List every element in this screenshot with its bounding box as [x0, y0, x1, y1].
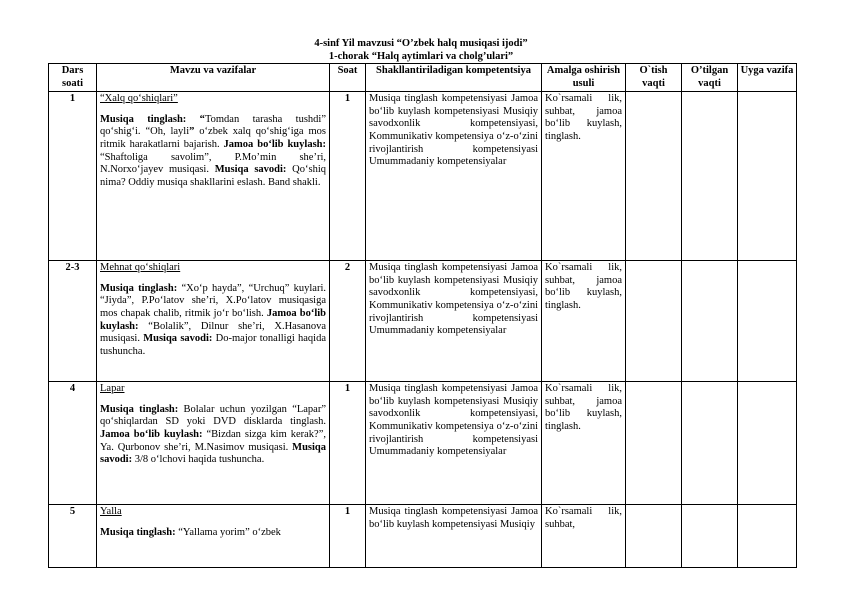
- kompetensiya-cell: [366, 505, 542, 568]
- description-text: Qo‘shiq nima? Oddiy musiqa shakllarini eslash. Band shakli.: [100, 164, 327, 188]
- topic-cell: [97, 92, 330, 261]
- description-label: Musiqa savodi:: [214, 164, 287, 176]
- header-otilgan-vaqti: O’tilgan vaqti: [682, 64, 738, 92]
- description-label: Jamoa bo‘lib kuylash:: [100, 307, 326, 332]
- uyga-vazifa-cell: [738, 261, 797, 382]
- kompetensiya-text: Musiqa tinglash kompetensiyasi Jamoa bo‘lib kuylash kompetensiyasi Musiqiy savodxonlik kompetensiyasi, Kommunikativ kompetensiya o‘z-o‘zini rivojlantirish kompetensiyasi Umummadaniy kompetensiyalar: [369, 93, 538, 168]
- uyga-vazifa-cell: [738, 505, 797, 568]
- topic-cell: [97, 505, 330, 568]
- kompetensiya-cell: [366, 261, 542, 382]
- header-uyga-vazifa: Uyga vazifa: [738, 64, 797, 92]
- topic-description: [100, 404, 326, 467]
- lesson-plan-table: [48, 63, 797, 568]
- description-text: Tomdan tarasha tushdi” qo‘shig‘i. “Oh, layli: [100, 113, 327, 138]
- dars-number: 4: [49, 382, 97, 505]
- description-text: 3/8 o‘lchovi haqida tushuncha.: [132, 454, 265, 466]
- kompetensiya-cell: [366, 382, 542, 505]
- table-row: [49, 92, 797, 261]
- header-soat: Soat: [330, 64, 366, 92]
- dars-number: 2-3: [49, 261, 97, 382]
- usul-text: Ko`rsamali lik, suhbat, jamoa bo‘lib kuylash, tinglash.: [545, 383, 622, 432]
- otilgan-vaqti-cell: [682, 382, 738, 505]
- soat-value: 1: [330, 505, 366, 568]
- topic-description: [100, 283, 326, 359]
- kompetensiya-text: Musiqa tinglash kompetensiyasi Jamoa bo‘lib kuylash kompetensiyasi Musiqiy savodxonlik kompetensiyasi, Kommunikativ kompetensiya o‘z-o‘zini rivojlantirish kompetensiyasi Umummadaniy kompetensiyalar: [369, 262, 538, 337]
- description-label: Musiqa tinglash:: [100, 282, 178, 294]
- table-row: [49, 505, 797, 568]
- topic-cell: [97, 382, 330, 505]
- topic-title: Yalla: [100, 506, 122, 518]
- description-label: Musiqa tinglash:: [100, 113, 187, 125]
- topic-title: Lapar: [100, 383, 125, 395]
- usul-text: Ko`rsamali lik, suhbat, jamoa bo‘lib kuylash, tinglash.: [545, 262, 622, 311]
- description-label: Jamoa bo‘lib kuylash:: [100, 428, 203, 440]
- header-amalga-oshirish: Amalga oshirish usuli: [542, 64, 626, 92]
- kompetensiya-text: Musiqa tinglash kompetensiyasi Jamoa bo‘lib kuylash kompetensiyasi Musiqiy savodxonlik kompetensiyasi, Kommunikativ kompetensiya o‘z-o‘zini rivojlantirish kompetensiyasi Umummadaniy kompetensiyalar: [369, 383, 538, 458]
- description-text: “Shaftoliga savolim”, P.Mo’min she’ri, N.Norxo‘jayev musiqasi.: [100, 151, 326, 176]
- document-subtitle: 1-chorak “Halq aytimlari va cholg’ulari”: [328, 51, 514, 62]
- kompetensiya-cell: [366, 92, 542, 261]
- description-text: Do-major tonalligi haqida tushuncha.: [100, 333, 326, 357]
- usul-cell: [542, 382, 626, 505]
- kompetensiya-text: Musiqa tinglash kompetensiyasi Jamoa bo‘lib kuylash kompetensiyasi Musiqiy: [369, 506, 538, 530]
- description-label: Musiqa savodi:: [100, 441, 326, 466]
- soat-value: 2: [330, 261, 366, 382]
- description-text: “Bizdan sizga kim kerak?”, Ya. Qurbonov she’ri, M.Nasimov musiqasi.: [100, 428, 327, 453]
- dars-number: 1: [49, 92, 97, 261]
- topic-description: [100, 527, 326, 540]
- table-row: [49, 261, 797, 382]
- description-label: “: [186, 113, 205, 125]
- header-dars-soati: Dars soati: [49, 64, 97, 92]
- table-row: [49, 382, 797, 505]
- usul-cell: [542, 261, 626, 382]
- uyga-vazifa-cell: [738, 92, 797, 261]
- description-label: Musiqa tinglash:: [100, 403, 179, 415]
- description-text: Bolalar uchun yozilgan “Lapar” qo‘shiqlardan SD yoki DVD disklarda tinglash.: [100, 403, 326, 428]
- usul-cell: [542, 505, 626, 568]
- dars-number: 5: [49, 505, 97, 568]
- description-text: “Yallama yorim” o‘zbek: [175, 526, 281, 538]
- otish-vaqti-cell: [626, 261, 682, 382]
- soat-value: 1: [330, 92, 366, 261]
- header-kompetentsiya: Shakllantiriladigan kompetentsiya: [366, 64, 542, 92]
- usul-text: Ko`rsamali lik, suhbat,: [545, 506, 622, 530]
- otilgan-vaqti-cell: [682, 505, 738, 568]
- otilgan-vaqti-cell: [682, 261, 738, 382]
- otilgan-vaqti-cell: [682, 92, 738, 261]
- header-otish-vaqti: O`tish vaqti: [626, 64, 682, 92]
- description-text: o‘zbek xalq qo‘shig‘iga mos ritmik harakatlarni bajarish.: [100, 126, 326, 150]
- otish-vaqti-cell: [626, 505, 682, 568]
- description-label: Musiqa tinglash:: [100, 526, 176, 538]
- description-label: Jamoa bo‘lib kuylash:: [223, 138, 326, 150]
- otish-vaqti-cell: [626, 382, 682, 505]
- usul-text: Ko`rsamali lik, suhbat, jamoa bo‘lib kuylash, tinglash.: [545, 93, 622, 142]
- description-label: Musiqa savodi:: [143, 333, 213, 345]
- otish-vaqti-cell: [626, 92, 682, 261]
- document-title: 4-sinf Yil mavzusi “O’zbek halq musiqasi ijodi”: [314, 38, 528, 49]
- topic-description: [100, 114, 326, 190]
- topic-cell: [97, 261, 330, 382]
- header-mavzu: Mavzu va vazifalar: [97, 64, 330, 92]
- uyga-vazifa-cell: [738, 382, 797, 505]
- soat-value: 1: [330, 382, 366, 505]
- topic-title: “Xalq qo‘shiqlari”: [100, 93, 178, 105]
- topic-title: Mehnat qo‘shiqlari: [100, 262, 181, 274]
- description-text: “Xo‘p hayda”, “Urchuq” kuylari. “Jiyda”, P.Po‘latov she’ri, X.Po‘latov musiqasiga mos chapak chalib, ritmik jo‘r bo‘lish.: [100, 282, 327, 319]
- table-header-row: [49, 64, 797, 92]
- description-label: ”: [189, 126, 195, 138]
- description-text: “Bolalik”, Dilnur she’ri, X.Hasanova musiqasi.: [100, 320, 326, 345]
- usul-cell: [542, 92, 626, 261]
